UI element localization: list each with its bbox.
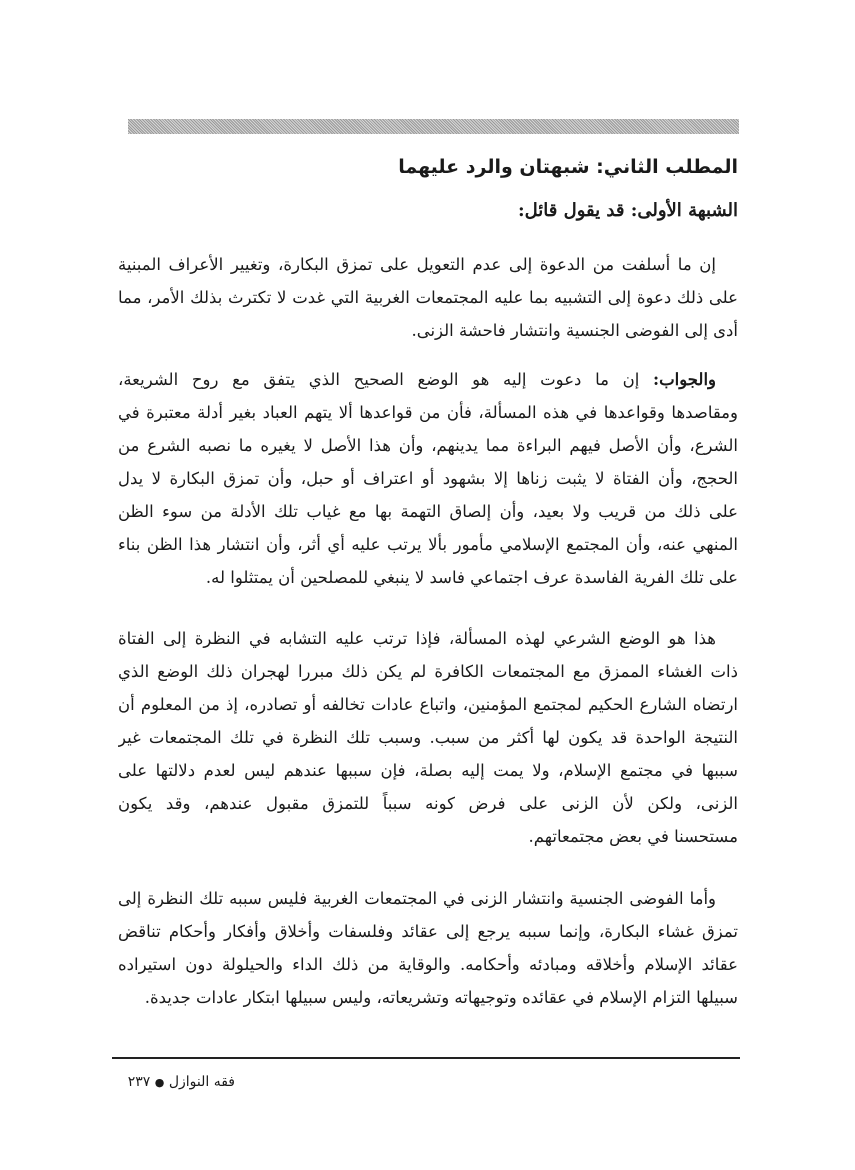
line-text: الزنى، ولكن لأن الزنى على فرض كونه سبباً للتمزق مقبول عندهم، وقد يكون bbox=[118, 794, 738, 813]
book-title: فقه النوازل bbox=[168, 1074, 235, 1090]
text-line bbox=[118, 820, 738, 853]
line-text: الحجج، وأن الفتاة لا يثبت زناها إلا بشهود أو اعتراف أو حبل، وأن تمزق البكارة لا يدل bbox=[118, 469, 738, 488]
text-line bbox=[118, 787, 738, 820]
text-line bbox=[118, 429, 738, 462]
paragraph bbox=[118, 622, 738, 853]
text-line bbox=[118, 721, 738, 754]
text-line bbox=[118, 561, 738, 594]
line-text: المنهي عنه، وأن المجتمع الإسلامي مأمور بألا يرتب عليه أي أثر، وأن انتشار هذا الظن بناء bbox=[118, 535, 738, 554]
text-line bbox=[118, 396, 738, 429]
line-text: على تلك الفرية الفاسدة عرف اجتماعي فاسد لا ينبغي للمصلحين أن يمتثلوا له. bbox=[205, 568, 738, 587]
line-text: سببها في مجتمع الإسلام، ولا يمت إليه بصلة، فإن سببها عندهم ليس لعدم دلالتها على bbox=[118, 761, 738, 780]
line-text: ارتضاه الشارع الحكيم لمجتمع المؤمنين، واتباع عادات تخالفه أو تصادره، إذ من المعلوم أن bbox=[118, 695, 738, 714]
text-line bbox=[118, 622, 738, 655]
text-line bbox=[118, 655, 738, 688]
text-line bbox=[118, 248, 738, 281]
text-line bbox=[118, 363, 738, 396]
line-text: سبيلها التزام الإسلام في عقائده وتوجيهاته وتشريعاته، وليس سبيلها ابتكار عادات جديدة. bbox=[144, 988, 738, 1007]
text-line bbox=[118, 495, 738, 528]
paragraph bbox=[118, 363, 738, 594]
text-line bbox=[118, 981, 738, 1014]
bullet: ● bbox=[154, 1076, 165, 1089]
line-text: أدى إلى الفوضى الجنسية وانتشار فاحشة الزنى. bbox=[411, 321, 738, 340]
answer-lead: والجواب: bbox=[653, 370, 716, 389]
text-line bbox=[118, 882, 738, 915]
header-pattern-band bbox=[128, 119, 739, 134]
page-footer bbox=[128, 1074, 235, 1090]
line-text: وأما الفوضى الجنسية وانتشار الزنى في المجتمعات الغربية فليس سببه تلك النظرة إلى bbox=[118, 889, 716, 908]
section-title: المطلب الثاني: شبهتان والرد عليهما bbox=[398, 156, 738, 178]
line-text: ذات الغشاء الممزق مع المجتمعات الكافرة لم يكن ذلك مبررا لهجران ذلك الوضع الذي bbox=[118, 662, 738, 681]
line-text: تمزق غشاء البكارة، وإنما سببه يرجع إلى عقائد وفلسفات وأخلاق وأفكار وأحكام تناقض bbox=[118, 922, 738, 941]
line-text: هذا هو الوضع الشرعي لهذه المسألة، فإذا ترتب عليه التشابه في النظرة إلى الفتاة bbox=[118, 629, 716, 648]
footer-rule bbox=[112, 1057, 740, 1059]
text-line bbox=[118, 281, 738, 314]
line-text: عقائد الإسلام وأخلاقه ومبادئه وأحكامه. والوقاية من ذلك الداء والحيلولة دون استيراده bbox=[118, 955, 738, 974]
text-line bbox=[118, 688, 738, 721]
line-text: على ذلك دعوة إلى التشبيه بما عليه المجتمعات الغربية التي غدت لا تكترث بذلك الأمر، مما bbox=[118, 288, 738, 307]
line-text: النتيجة الواحدة قد يكون لها أكثر من سبب. وسبب تلك النظرة في تلك المجتمعات غير bbox=[118, 728, 738, 747]
page-number: ٢٣٧ bbox=[127, 1074, 151, 1090]
text-line bbox=[118, 915, 738, 948]
line-text: إن ما أسلفت من الدعوة إلى عدم التعويل على تمزق البكارة، وتغيير الأعراف المبنية bbox=[118, 255, 716, 274]
text-line bbox=[118, 754, 738, 787]
paragraph bbox=[118, 882, 738, 1014]
line-text: الشرع، وأن الأصل فيهم البراءة مما يدينهم، وأن هذا الأصل لا يغيره ما نصبه الشرع من bbox=[118, 436, 738, 455]
paragraph bbox=[118, 248, 738, 347]
subheading: الشبهة الأولى: قد يقول قائل: bbox=[518, 200, 738, 221]
text-line bbox=[118, 528, 738, 561]
line-text: على ذلك من قريب ولا بعيد، وأن إلصاق التهمة بها مع غياب تلك الأدلة من سوء الظن bbox=[118, 502, 738, 521]
text-line bbox=[118, 948, 738, 981]
line-text: مستحسنا في بعض مجتمعاتهم. bbox=[528, 827, 738, 846]
line-text: ومقاصدها وقواعدها في هذه المسألة، فأن من قواعدها ألا يتهم العباد بغير أدلة معتبرة في bbox=[118, 403, 738, 422]
text-line bbox=[118, 314, 738, 347]
text-line bbox=[118, 462, 738, 495]
line-text: إن ما دعوت إليه هو الوضع الصحيح الذي يتفق مع روح الشريعة، bbox=[118, 370, 640, 389]
